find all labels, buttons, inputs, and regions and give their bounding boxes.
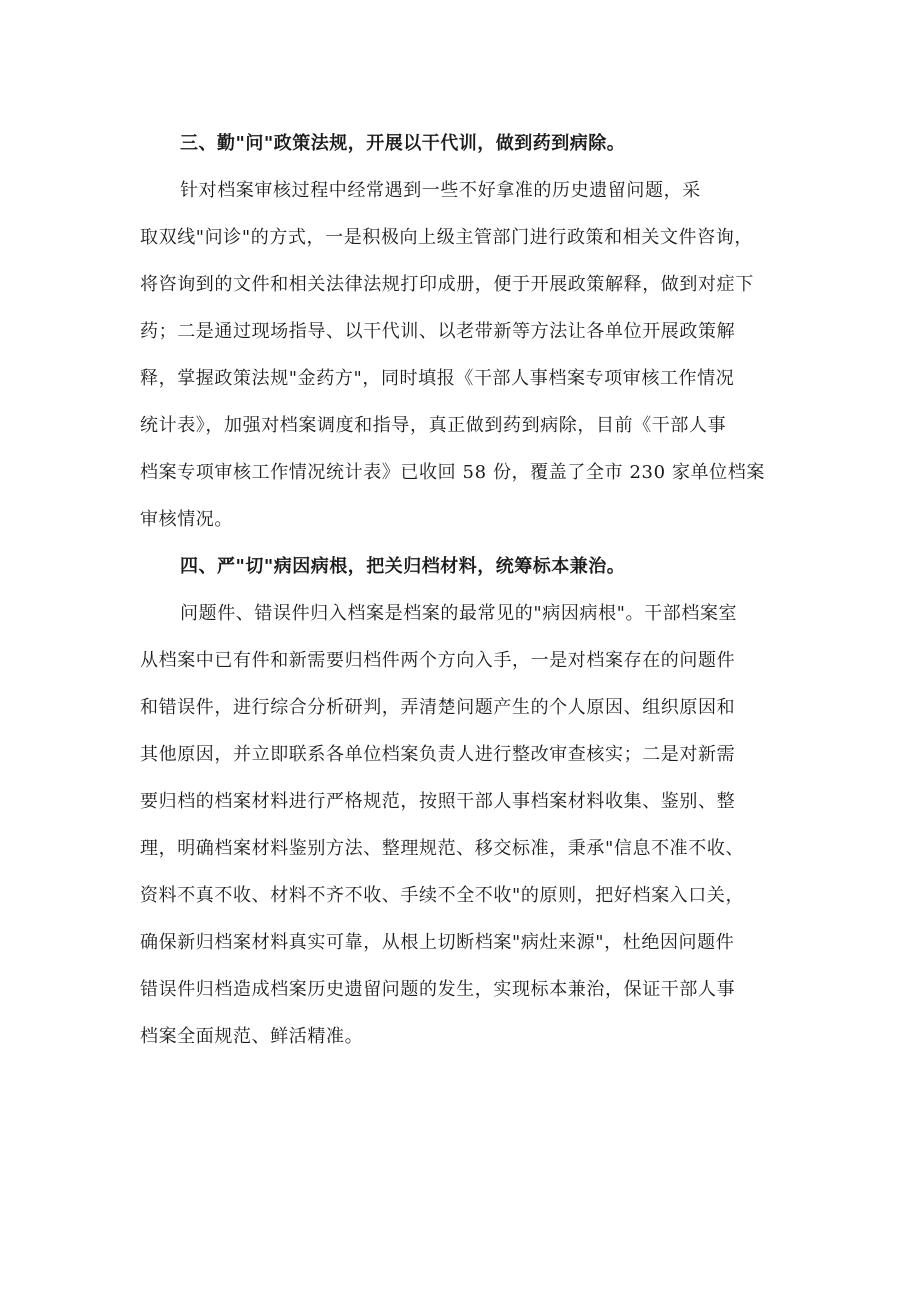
paragraph-line: 问题件、错误件归入档案是档案的最常见的"病因病根"。干部档案室 [180,603,738,624]
paragraph-line: 释，掌握政策法规"金药方"，同时填报《干部人事档案专项审核工作情况 [140,368,735,389]
section-3-paragraph [140,173,800,538]
section-4-heading: 四、严"切"病因病根，把关归档材料，统筹标本兼治。 [180,556,626,577]
paragraph-line: 要归档的档案材料进行严格规范，按照干部人事档案材料收集、鉴别、整 [140,791,736,812]
paragraph-line: 药；二是通过现场指导、以干代训、以老带新等方法让各单位开展政策解 [140,321,736,342]
paragraph-line: 针对档案审核过程中经常遇到一些不好拿准的历史遗留问题，采 [180,180,701,201]
section-4-paragraph [140,596,800,1055]
paragraph-line: 其他原因，并立即联系各单位档案负责人进行整改审查核实；二是对新需 [140,744,736,765]
section-4 [140,549,800,1055]
section-3-heading: 三、勤"问"政策法规，开展以干代训，做到药到病除。 [180,133,626,154]
section-3 [140,126,800,538]
paragraph-line: 确保新归档案材料真实可靠，从根上切断档案"病灶来源"，杜绝因问题件 [140,932,735,953]
paragraph-line: 审核情况。 [140,509,233,530]
paragraph-line: 将咨询到的文件和相关法律法规打印成册，便于开展政策解释，做到对症下 [140,274,754,295]
paragraph-line: 错误件归档造成档案历史遗留问题的发生，实现标本兼治，保证干部人事 [140,979,736,1000]
document-body [140,126,800,1066]
paragraph-line: 资料不真不收、材料不齐不收、手续不全不收"的原则，把好档案入口关， [140,885,745,906]
paragraph-line: 统计表》，加强对档案调度和指导，真正做到药到病除，目前《干部人事 [140,415,727,436]
paragraph-line: 和错误件，进行综合分析研判，弄清楚问题产生的个人原因、组织原因和 [140,697,736,718]
paragraph-line: 取双线"问诊"的方式，一是积极向上级主管部门进行政策和相关文件咨询， [140,227,753,248]
paragraph-line: 档案全面规范、鲜活精准。 [140,1026,364,1047]
paragraph-line: 理，明确档案材料鉴别方法、整理规范、移交标准，秉承"信息不准不收、 [140,838,745,859]
paragraph-line: 档案专项审核工作情况统计表》已收回 58 份，覆盖了全市 230 家单位档案 [140,462,765,483]
paragraph-line: 从档案中已有件和新需要归档件两个方向入手，一是对档案存在的问题件 [140,650,736,671]
